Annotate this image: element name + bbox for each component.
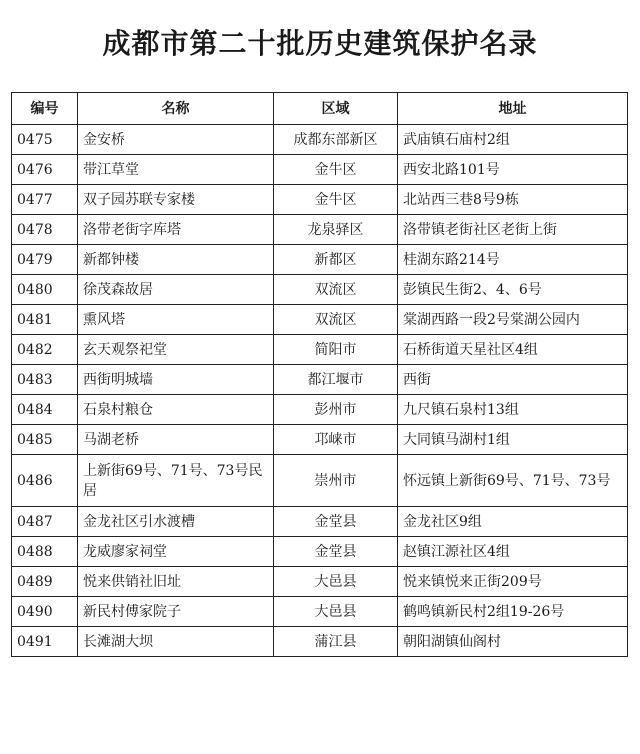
- cell-district: 简阳市: [274, 335, 398, 365]
- cell-district: 成都东部新区: [274, 125, 398, 155]
- header-address: 地址: [398, 93, 628, 125]
- cell-district: 金牛区: [274, 185, 398, 215]
- cell-district: 双流区: [274, 305, 398, 335]
- table-body: [12, 125, 628, 657]
- table-row: [12, 155, 628, 185]
- cell-address: 棠湖西路一段2号棠湖公园内: [398, 305, 628, 335]
- cell-number: 0487: [12, 507, 78, 537]
- table-row: [12, 125, 628, 155]
- cell-district: 大邑县: [274, 567, 398, 597]
- cell-district: 彭州市: [274, 395, 398, 425]
- cell-address: 西街: [398, 365, 628, 395]
- cell-number: 0482: [12, 335, 78, 365]
- cell-address: 洛带镇老街社区老街上街: [398, 215, 628, 245]
- cell-address: 武庙镇石庙村2组: [398, 125, 628, 155]
- cell-name: 马湖老桥: [78, 425, 274, 455]
- cell-address: 桂湖东路214号: [398, 245, 628, 275]
- cell-address: 金龙社区9组: [398, 507, 628, 537]
- cell-name: 熏风塔: [78, 305, 274, 335]
- header-number: 编号: [12, 93, 78, 125]
- cell-district: 龙泉驿区: [274, 215, 398, 245]
- cell-name: 新民村傅家院子: [78, 597, 274, 627]
- cell-address: 彭镇民生街2、4、6号: [398, 275, 628, 305]
- cell-name: 上新街69号、71号、73号民居: [78, 455, 274, 507]
- table-row: [12, 275, 628, 305]
- cell-address: 悦来镇悦来正街209号: [398, 567, 628, 597]
- table-row: [12, 215, 628, 245]
- cell-name: 双子园苏联专家楼: [78, 185, 274, 215]
- cell-address: 怀远镇上新街69号、71号、73号: [398, 455, 628, 507]
- cell-district: 邛崃市: [274, 425, 398, 455]
- heritage-table: [11, 92, 628, 657]
- cell-number: 0476: [12, 155, 78, 185]
- cell-name: 徐茂森故居: [78, 275, 274, 305]
- cell-address: 鹤鸣镇新民村2组19-26号: [398, 597, 628, 627]
- cell-number: 0479: [12, 245, 78, 275]
- cell-number: 0481: [12, 305, 78, 335]
- cell-name: 龙威廖家祠堂: [78, 537, 274, 567]
- cell-number: 0478: [12, 215, 78, 245]
- cell-address: 北站西三巷8号9栋: [398, 185, 628, 215]
- table-row: [12, 537, 628, 567]
- cell-district: 金牛区: [274, 155, 398, 185]
- cell-number: 0488: [12, 537, 78, 567]
- cell-number: 0483: [12, 365, 78, 395]
- cell-district: 金堂县: [274, 507, 398, 537]
- cell-name: 新都钟楼: [78, 245, 274, 275]
- cell-number: 0490: [12, 597, 78, 627]
- cell-district: 大邑县: [274, 597, 398, 627]
- cell-number: 0484: [12, 395, 78, 425]
- cell-address: 西安北路101号: [398, 155, 628, 185]
- table-row: [12, 365, 628, 395]
- table-row: [12, 507, 628, 537]
- table-row: [12, 305, 628, 335]
- cell-district: 崇州市: [274, 455, 398, 507]
- cell-name: 石泉村粮仓: [78, 395, 274, 425]
- table-row: [12, 627, 628, 657]
- table-row: [12, 455, 628, 507]
- cell-number: 0475: [12, 125, 78, 155]
- cell-address: 九尺镇石泉村13组: [398, 395, 628, 425]
- cell-name: 金龙社区引水渡槽: [78, 507, 274, 537]
- cell-name: 玄天观祭祀堂: [78, 335, 274, 365]
- table-row: [12, 597, 628, 627]
- table-row: [12, 425, 628, 455]
- table-row: [12, 567, 628, 597]
- cell-district: 双流区: [274, 275, 398, 305]
- cell-number: 0477: [12, 185, 78, 215]
- header-district: 区域: [274, 93, 398, 125]
- table-row: [12, 395, 628, 425]
- header-name: 名称: [78, 93, 274, 125]
- cell-address: 赵镇江源社区4组: [398, 537, 628, 567]
- document-title: 成都市第二十批历史建筑保护名录: [102, 27, 538, 60]
- cell-district: 新都区: [274, 245, 398, 275]
- cell-address: 朝阳湖镇仙阁村: [398, 627, 628, 657]
- cell-address: 石桥街道天星社区4组: [398, 335, 628, 365]
- table-row: [12, 185, 628, 215]
- cell-name: 悦来供销社旧址: [78, 567, 274, 597]
- cell-number: 0489: [12, 567, 78, 597]
- cell-name: 带江草堂: [78, 155, 274, 185]
- cell-district: 都江堰市: [274, 365, 398, 395]
- cell-district: 金堂县: [274, 537, 398, 567]
- table-row: [12, 245, 628, 275]
- cell-name: 金安桥: [78, 125, 274, 155]
- table-row: [12, 335, 628, 365]
- cell-name: 洛带老街字库塔: [78, 215, 274, 245]
- cell-number: 0486: [12, 455, 78, 507]
- cell-address: 大同镇马湖村1组: [398, 425, 628, 455]
- cell-number: 0485: [12, 425, 78, 455]
- cell-district: 蒲江县: [274, 627, 398, 657]
- cell-number: 0480: [12, 275, 78, 305]
- table-header-row: [12, 93, 628, 125]
- cell-name: 长滩湖大坝: [78, 627, 274, 657]
- cell-name: 西街明城墙: [78, 365, 274, 395]
- cell-number: 0491: [12, 627, 78, 657]
